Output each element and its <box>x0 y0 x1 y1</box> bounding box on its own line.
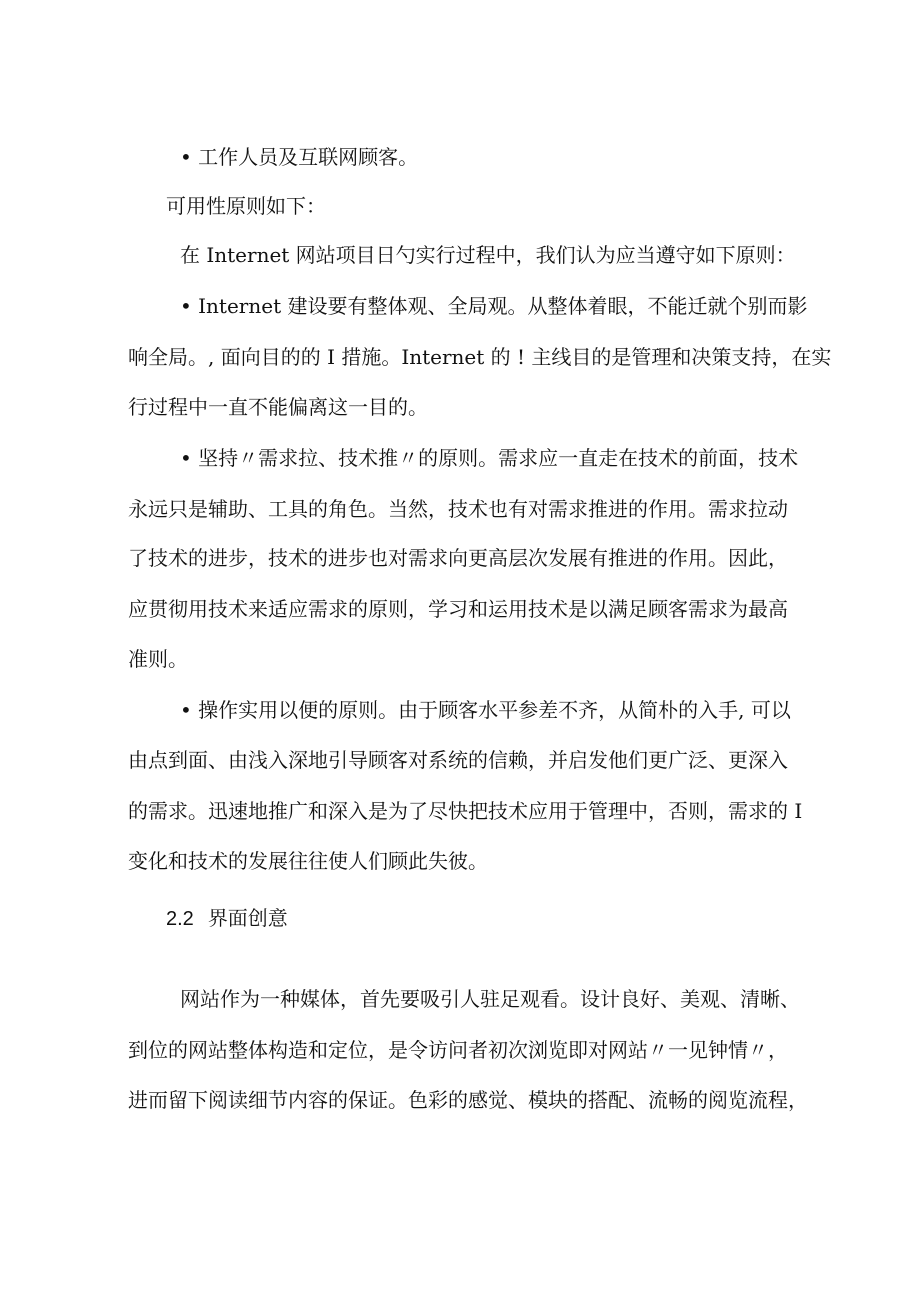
usability-intro: 可用性原则如下： <box>166 194 326 218</box>
closing-line-3: 进而留下阅读细节内容的保证。色彩的感觉、模块的搭配、流畅的阅览流程， <box>128 1088 808 1112</box>
bullet-line-staff: • 工作人员及互联网顾客。 <box>180 145 419 169</box>
bullet-demand-line-3: 了技术的进步，技术的进步也对需求向更高层次发展有推进的作用。因此， <box>128 546 788 570</box>
closing-line-2: 到位的网站整体构造和定位，是令访问者初次浏览即对网站〃一见钟情〃， <box>128 1038 788 1062</box>
principles-intro: 在 Internet 网站项目日勺实行过程中，我们认为应当遵守如下原则： <box>180 243 796 267</box>
bullet-practical-line-3: 的需求。迅速地推广和深入是为了尽快把技术应用于管理中，否则，需求的 I <box>128 799 803 823</box>
bullet-holistic-line-2: 响全局。, 面向目的的 I 措施。Internet 的 ! 主线目的是管理和决策支持，在实 <box>128 345 832 369</box>
bullet-practical-line-4: 变化和技术的发展往往使人们顾此失彼。 <box>128 849 488 873</box>
section-heading <box>166 905 288 932</box>
section-title: 界面创意 <box>207 906 288 930</box>
bullet-practical-line-1: • 操作实用以便的原则。由于顾客水平参差不齐，从简朴的入手, 可以 <box>180 698 791 722</box>
bullet-demand-line-1: • 坚持〃需求拉、技术推〃的原则。需求应一直走在技术的前面，技术 <box>180 446 799 470</box>
closing-line-1: 网站作为一种媒体，首先要吸引人驻足观看。设计良好、美观、清晰、 <box>180 987 800 1011</box>
bullet-demand-line-2: 永远只是辅助、工具的角色。当然，技术也有对需求推进的作用。需求拉动 <box>128 497 788 521</box>
bullet-holistic-line-3: 行过程中一直不能偏离这一目的。 <box>128 395 428 419</box>
bullet-demand-line-4: 应贯彻用技术来适应需求的原则，学习和运用技术是以满足顾客需求为最高 <box>128 597 788 621</box>
bullet-demand-line-5: 准则。 <box>128 647 188 671</box>
bullet-practical-line-2: 由点到面、由浅入深地引导顾客对系统的信赖，并启发他们更广泛、更深入 <box>128 748 788 772</box>
section-number: 2.2 <box>166 908 194 930</box>
bullet-holistic-line-1: • Internet 建设要有整体观、全局观。从整体着眼，不能迁就个别而影 <box>180 294 808 318</box>
